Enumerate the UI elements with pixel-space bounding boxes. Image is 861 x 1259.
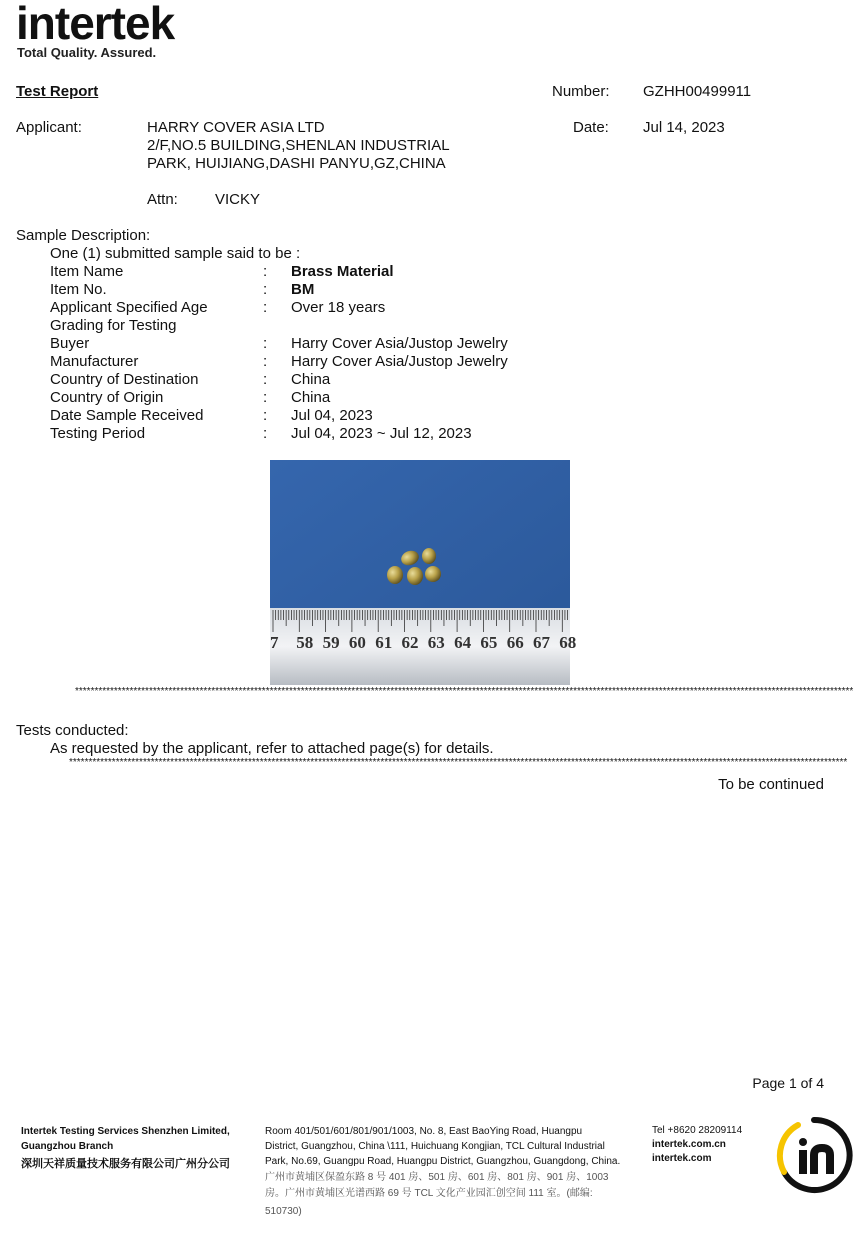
sample-key: Country of Destination xyxy=(50,371,199,388)
sample-key: Testing Period xyxy=(50,425,146,442)
ruler-number: 66 xyxy=(506,633,524,652)
sample-key: Buyer xyxy=(50,335,90,352)
sample-photo-drawing xyxy=(270,460,577,685)
ruler-number: 65 xyxy=(480,633,498,652)
page-number: Page 1 of 4 xyxy=(752,1075,824,1091)
ruler-number: 67 xyxy=(533,633,550,652)
intertek-logo: intertek xyxy=(16,0,175,49)
sample-colon: : xyxy=(263,407,268,424)
attn-label: Attn: xyxy=(147,191,178,208)
brass-bead xyxy=(387,566,403,584)
sample-value: Jul 04, 2023 ~ Jul 12, 2023 xyxy=(291,425,472,442)
sample-value: China xyxy=(291,389,331,406)
applicant-label: Applicant: xyxy=(16,119,82,136)
applicant-name: HARRY COVER ASIA LTD xyxy=(147,119,325,136)
sample-row xyxy=(50,407,650,425)
ruler-number: 63 xyxy=(427,633,445,652)
sample-key: Country of Origin xyxy=(50,389,164,406)
sample-row xyxy=(50,281,650,299)
footer-web-com: intertek.com xyxy=(652,1153,712,1164)
sample-key: Manufacturer xyxy=(50,353,139,370)
footer-web-cn: intertek.com.cn xyxy=(652,1139,726,1150)
footer-address-zh1: 广州市黄埔区保盈东路 8 号 401 房、501 房、601 房、801 房、901 房、1003 xyxy=(265,1172,609,1183)
sample-colon: : xyxy=(263,335,268,352)
date-value: Jul 14, 2023 xyxy=(643,119,725,136)
sample-key: Applicant Specified Age xyxy=(50,299,208,316)
tests-heading: Tests conducted: xyxy=(16,722,129,739)
sample-colon: : xyxy=(263,281,268,298)
sample-colon: : xyxy=(263,353,268,370)
sample-value: Harry Cover Asia/Justop Jewelry xyxy=(291,353,508,370)
attn-value: VICKY xyxy=(215,191,261,208)
footer-address-line1: Room 401/501/601/801/901/1003, No. 8, East BaoYing Road, Huangpu xyxy=(265,1126,583,1137)
ruler-number: 58 xyxy=(296,633,314,652)
sample-value: Harry Cover Asia/Justop Jewelry xyxy=(291,335,508,352)
sample-colon: : xyxy=(263,299,268,316)
footer-address-zh3: 510730) xyxy=(265,1206,302,1217)
footer-company-line1: Intertek Testing Services Shenzhen Limited, xyxy=(21,1126,230,1137)
number-label: Number: xyxy=(552,83,610,100)
sample-row xyxy=(50,299,650,317)
sample-colon: : xyxy=(263,389,268,406)
sample-row xyxy=(50,425,650,443)
ruler-number: 59 xyxy=(322,633,340,652)
brass-bead xyxy=(425,566,441,582)
sample-intro: One (1) submitted sample said to be : xyxy=(50,245,301,262)
sample-row xyxy=(50,335,650,353)
footer-address-line3: Park, No.69, Guangpu Road, Huangpu District, Guangzhou, Guangdong, China. xyxy=(265,1156,621,1167)
sample-row xyxy=(50,371,650,389)
intertek-circle-logo-icon xyxy=(776,1117,852,1193)
sample-colon: : xyxy=(263,425,268,442)
sample-value: China xyxy=(291,371,331,388)
number-value: GZHH00499911 xyxy=(643,83,752,100)
report-title: Test Report xyxy=(16,83,99,100)
brass-bead xyxy=(407,567,423,585)
ruler-number: 61 xyxy=(375,633,393,652)
sample-row xyxy=(50,263,650,281)
date-label: Date: xyxy=(573,119,609,136)
to-be-continued: To be continued xyxy=(718,776,824,793)
sample-value: BM xyxy=(291,281,315,298)
sample-key: Grading for Testing xyxy=(50,317,177,334)
sample-value: Over 18 years xyxy=(291,299,386,316)
sample-photo xyxy=(270,460,577,685)
footer-tel: Tel +8620 28209114 xyxy=(652,1125,743,1136)
sample-value: Brass Material xyxy=(291,263,394,280)
sample-row xyxy=(50,389,650,407)
footer-address-line2: District, Guangzhou, China \111, Huichuang Kongjian, TCL Cultural Industrial xyxy=(265,1141,605,1152)
footer-company-line2: Guangzhou Branch xyxy=(21,1141,114,1152)
logo-tagline: Total Quality. Assured. xyxy=(17,45,157,60)
sample-colon: : xyxy=(263,371,268,388)
footer-address-zh2: 房。广州市黄埔区光谱西路 69 号 TCL 文化产业园汇创空间 111 室。(邮编: xyxy=(265,1188,593,1199)
brass-bead xyxy=(422,548,436,564)
tests-text: As requested by the applicant, refer to attached page(s) for details. xyxy=(50,740,494,757)
sample-row xyxy=(50,353,650,371)
sample-value: Jul 04, 2023 xyxy=(291,407,373,424)
ruler-number: 60 xyxy=(348,633,366,652)
sample-key: Date Sample Received xyxy=(50,407,204,424)
ruler-number: 68 xyxy=(559,633,577,652)
sample-key: Item No. xyxy=(50,281,107,298)
ruler-number: 62 xyxy=(401,633,419,652)
sample-heading: Sample Description: xyxy=(16,227,151,244)
sample-row xyxy=(50,317,650,335)
applicant-address-line1: 2/F,NO.5 BUILDING,SHENLAN INDUSTRIAL xyxy=(147,137,450,154)
separator-stars: ******************************************************************************************************************************************************************************************************** xyxy=(75,686,854,697)
ruler-number: 7 xyxy=(270,633,279,652)
ruler-number: 64 xyxy=(454,633,472,652)
applicant-address-line2: PARK, HUIJIANG,DASHI PANYU,GZ,CHINA xyxy=(147,155,446,172)
footer-company-zh: 深圳天祥质量技术服务有限公司广州分公司 xyxy=(21,1158,230,1170)
sample-colon: : xyxy=(263,263,268,280)
sample-key: Item Name xyxy=(50,263,124,280)
separator-stars: ******************************************************************************************************************************************************************************************************** xyxy=(69,757,848,768)
